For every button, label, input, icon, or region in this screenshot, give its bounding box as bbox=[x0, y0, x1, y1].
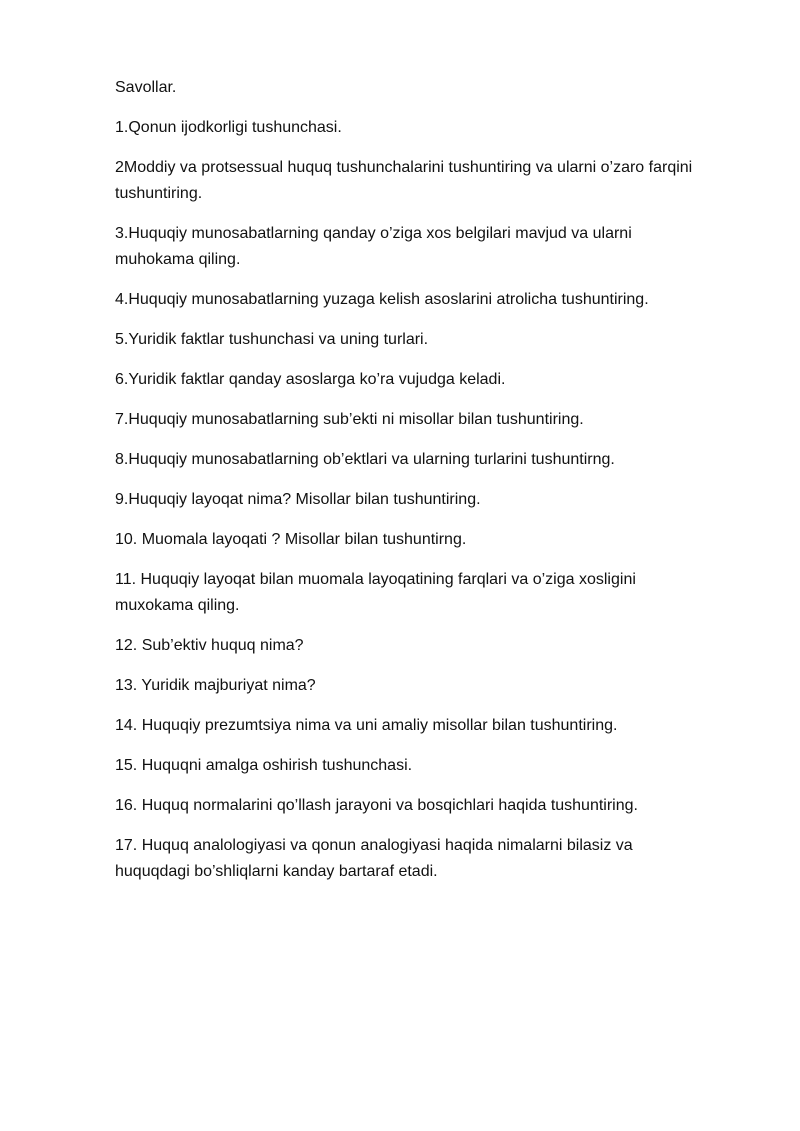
question-item: 12. Sub’ektiv huquq nima? bbox=[115, 637, 304, 654]
question-item: 7.Huquqiy munosabatlarning sub’ekti ni misollar bilan tushuntiring. bbox=[115, 411, 584, 428]
question-item: 2Moddiy va protsessual huquq tushunchalarini tushuntiring va ularni o’zaro farqini tushuntiring. bbox=[115, 159, 693, 202]
question-item: 9.Huquqiy layoqat nima? Misollar bilan tushuntiring. bbox=[115, 491, 481, 508]
question-item: 3.Huquqiy munosabatlarning qanday o’ziga xos belgilari mavjud va ularni muhokama qiling. bbox=[115, 225, 632, 268]
question-item: 16. Huquq normalarini qo’llash jarayoni va bosqichlari haqida tushuntiring. bbox=[115, 797, 638, 814]
question-item: 5.Yuridik faktlar tushunchasi va uning turlari. bbox=[115, 331, 429, 348]
question-item: 4.Huquqiy munosabatlarning yuzaga kelish asoslarini atrolicha tushuntiring. bbox=[115, 291, 649, 308]
document-title: Savollar. bbox=[115, 79, 177, 96]
question-item: 15. Huquqni amalga oshirish tushunchasi. bbox=[115, 757, 413, 774]
question-item: 14. Huquqiy prezumtsiya nima va uni amaliy misollar bilan tushuntiring. bbox=[115, 717, 618, 734]
question-item: 11. Huquqiy layoqat bilan muomala layoqatining farqlari va o’ziga xosligini muxokama qiling. bbox=[115, 571, 636, 614]
document-body bbox=[115, 75, 705, 899]
question-item: 1.Qonun ijodkorligi tushunchasi. bbox=[115, 119, 342, 136]
question-item: 6.Yuridik faktlar qanday asoslarga ko’ra vujudga keladi. bbox=[115, 371, 506, 388]
question-item: 10. Muomala layoqati ? Misollar bilan tushuntirng. bbox=[115, 531, 467, 548]
question-item: 8.Huquqiy munosabatlarning ob’ektlari va ularning turlarini tushuntirng. bbox=[115, 451, 615, 468]
question-item: 13. Yuridik majburiyat nima? bbox=[115, 677, 316, 694]
question-item: 17. Huquq analologiyasi va qonun analogiyasi haqida nimalarni bilasiz va huquqdagi bo’shliqlarni kanday bartaraf etadi. bbox=[115, 837, 633, 880]
